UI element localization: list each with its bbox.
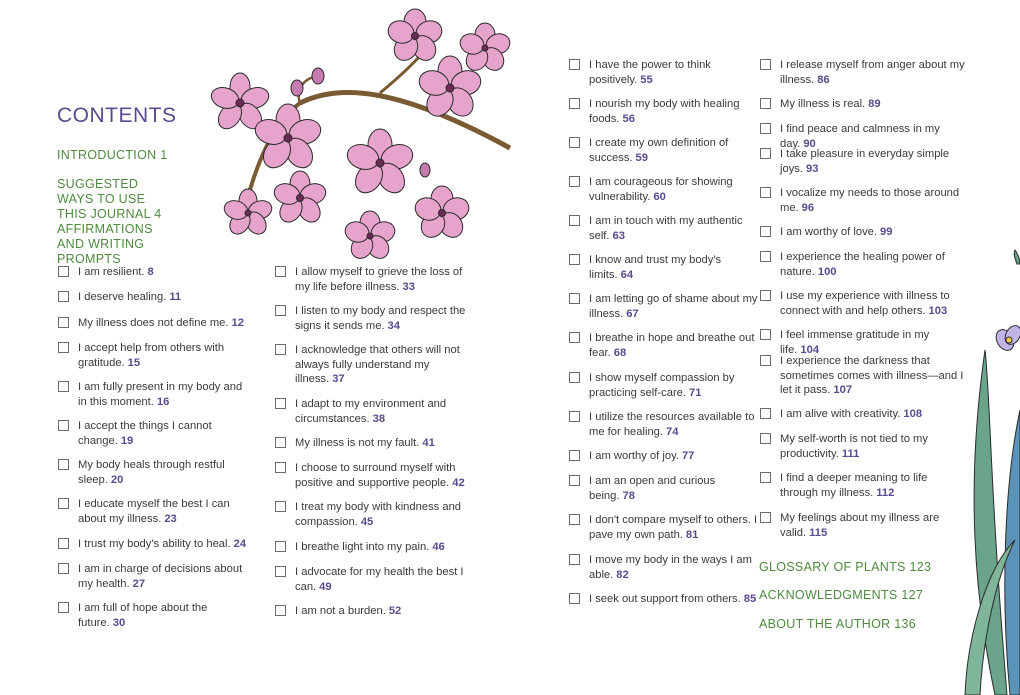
affirmation-text: I listen to my body and respect the signs it sends me. 34 [295, 305, 466, 332]
affirmation-entry[interactable] [569, 449, 764, 464]
affirmation-entry[interactable] [569, 175, 764, 204]
affirmation-entry[interactable] [58, 562, 253, 591]
checkbox[interactable] [760, 433, 771, 444]
affirmation-entry[interactable] [569, 474, 764, 503]
affirmation-entry[interactable] [760, 407, 965, 422]
section-about-author[interactable] [759, 617, 916, 631]
page-number: 90 [803, 137, 816, 150]
checkbox[interactable] [569, 254, 580, 265]
affirmation-entry[interactable] [569, 253, 764, 282]
checkbox[interactable] [58, 498, 69, 509]
page-number: 96 [801, 201, 815, 214]
affirmation-text: I release myself from anger about my illness. 86 [780, 59, 965, 86]
affirmation-entry[interactable] [760, 147, 965, 176]
page-number: 56 [622, 112, 635, 125]
checkbox[interactable] [569, 98, 580, 109]
checkbox[interactable] [58, 381, 69, 392]
checkbox[interactable] [58, 266, 69, 277]
affirmation-entry[interactable] [58, 601, 253, 630]
affirmation-text: I experience the darkness that sometimes comes with illness—and I let it pass. 107 [780, 355, 964, 396]
affirmation-text: I am an open and curious being. 78 [589, 475, 716, 502]
checkbox[interactable] [760, 59, 771, 70]
affirmation-entry[interactable] [569, 97, 764, 126]
checkbox[interactable] [275, 605, 286, 616]
page-number: 38 [372, 412, 386, 425]
affirmation-text: I utilize the resources available to me for healing. 74 [589, 411, 755, 438]
affirmation-text: My body heals through restful sleep. 20 [78, 459, 225, 486]
affirmation-entry[interactable] [275, 565, 470, 594]
affirmation-text: I am alive with creativity. 108 [780, 408, 923, 420]
section-page: 127 [901, 588, 924, 602]
page-number: 20 [110, 473, 124, 486]
section-page: 123 [909, 560, 932, 574]
page-number: 27 [132, 577, 146, 590]
page-number: 23 [164, 512, 177, 525]
page-number: 100 [817, 265, 837, 278]
page-number: 8 [147, 266, 154, 278]
checkbox[interactable] [275, 437, 286, 448]
affirmation-text: I am courageous for showing vulnerability. 60 [589, 176, 733, 203]
page-number: 60 [653, 190, 666, 203]
page-number: 85 [743, 593, 757, 605]
affirmation-entry[interactable] [58, 497, 253, 526]
affirmation-entry[interactable] [275, 304, 470, 333]
checkbox[interactable] [569, 475, 580, 486]
affirmation-text: I know and trust my body's limits. 64 [589, 254, 722, 281]
affirmation-entry[interactable] [760, 511, 965, 540]
section-page: 4 [154, 207, 162, 221]
checkbox[interactable] [569, 215, 580, 226]
checkbox[interactable] [58, 420, 69, 431]
checkbox[interactable] [569, 332, 580, 343]
affirmation-entry[interactable] [760, 225, 965, 240]
checkbox[interactable] [569, 514, 580, 525]
affirmation-text: I am full of hope about the future. 30 [78, 602, 208, 629]
affirmation-text: I don't compare myself to others. I pave my own path. 81 [589, 514, 758, 541]
page-number: 41 [422, 437, 435, 449]
section-glossary[interactable] [759, 560, 931, 574]
section-label: AFFIRMATIONS AND WRITING PROMPTS [57, 222, 153, 266]
page-number: 107 [833, 384, 853, 396]
page-number: 64 [620, 268, 634, 281]
checkbox[interactable] [58, 538, 69, 549]
affirmation-text: My illness is not my fault. 41 [295, 437, 435, 449]
page-number: 86 [817, 73, 830, 86]
affirmation-entry[interactable] [58, 419, 253, 448]
page-number: 74 [666, 425, 679, 438]
affirmation-text: I nourish my body with healing foods. 56 [589, 98, 740, 125]
section-page: 1 [160, 148, 168, 162]
page-number: 30 [112, 616, 126, 629]
page-number: 99 [880, 226, 893, 238]
page-number: 108 [903, 408, 923, 420]
affirmation-text: I educate myself the best I can about my illness. 23 [78, 498, 230, 525]
affirmation-entry[interactable] [760, 97, 965, 112]
section-label: GLOSSARY OF PLANTS [759, 560, 906, 574]
section-label: SUGGESTED WAYS TO USE THIS JOURNAL [57, 177, 151, 221]
page-number: 71 [689, 386, 702, 399]
checkbox[interactable] [760, 408, 771, 419]
page-number: 67 [626, 307, 639, 320]
affirmation-entry[interactable] [275, 265, 470, 294]
affirmation-text: I deserve healing. 11 [78, 291, 182, 303]
contents-title: CONTENTS [57, 104, 177, 127]
checkbox[interactable] [275, 266, 286, 277]
affirmation-entry[interactable] [275, 397, 470, 426]
section-label: INTRODUCTION [57, 148, 157, 162]
affirmation-text: I choose to surround myself with positive and supportive people. 42 [295, 462, 465, 489]
affirmation-entry[interactable] [760, 471, 965, 500]
checkbox[interactable] [569, 59, 580, 70]
section-introduction[interactable] [57, 148, 167, 163]
checkbox[interactable] [275, 398, 286, 409]
affirmation-entry[interactable] [275, 461, 470, 490]
affirmation-text: I show myself compassion by practicing self-care. 71 [589, 372, 735, 399]
checkbox[interactable] [569, 450, 580, 461]
checkbox[interactable] [760, 355, 771, 366]
affirmation-text: I seek out support from others. 85 [589, 593, 757, 605]
affirmation-text: I am fully present in my body and in this moment. 16 [78, 381, 243, 408]
affirmation-text: I experience the healing power of nature. 100 [780, 251, 945, 278]
affirmation-text: I accept the things I cannot change. 19 [78, 420, 212, 447]
checkbox[interactable] [569, 137, 580, 148]
checkbox[interactable] [58, 291, 69, 302]
affirmation-text: I vocalize my needs to those around me. 96 [780, 187, 960, 214]
checkbox[interactable] [569, 554, 580, 565]
affirmation-text: I am worthy of love. 99 [780, 226, 893, 238]
affirmation-entry[interactable] [569, 592, 764, 607]
checkbox[interactable] [275, 501, 286, 512]
page-number: 15 [127, 356, 141, 369]
section-suggested-ways[interactable] [57, 177, 177, 222]
affirmation-entry[interactable] [760, 289, 965, 318]
affirmation-entry[interactable] [760, 186, 965, 215]
page-number: 49 [319, 580, 332, 593]
affirmation-entry[interactable] [569, 331, 764, 360]
affirmation-entry[interactable] [569, 513, 764, 542]
affirmation-text: I am resilient. 8 [78, 266, 154, 278]
affirmation-entry[interactable] [569, 58, 764, 87]
affirmation-text: I treat my body with kindness and compassion. 45 [295, 501, 462, 528]
page-number: 52 [388, 605, 402, 617]
checkbox[interactable] [275, 462, 286, 473]
affirmation-text: I acknowledge that others will not always fully understand my illness. 37 [295, 344, 460, 385]
affirmation-text: My self-worth is not tied to my productivity. 111 [780, 433, 928, 460]
page-number: 46 [432, 541, 445, 553]
affirmation-text: I am letting go of shame about my illness. 67 [589, 293, 758, 320]
page-number: 63 [612, 229, 625, 242]
affirmation-text: I am worthy of joy. 77 [589, 450, 695, 462]
checkbox[interactable] [760, 123, 771, 134]
checkbox[interactable] [275, 541, 286, 552]
page-number: 89 [868, 98, 881, 110]
checkbox[interactable] [58, 602, 69, 613]
affirmation-text: My illness is real. 89 [780, 98, 881, 110]
page-number: 104 [800, 343, 820, 356]
page-number: 42 [452, 476, 465, 489]
affirmation-text: I trust my body's ability to heal. 24 [78, 538, 247, 550]
page-number: 12 [231, 317, 244, 329]
page-number: 82 [616, 568, 629, 581]
affirmation-entry[interactable] [569, 371, 764, 400]
affirmation-text: I find a deeper meaning to life through my illness. 112 [780, 472, 928, 499]
affirmation-entry[interactable] [760, 354, 965, 398]
affirmation-entry[interactable] [58, 380, 253, 409]
affirmation-entry[interactable] [569, 136, 764, 165]
affirmation-entry[interactable] [58, 265, 253, 280]
affirmation-text: I am not a burden. 52 [295, 605, 402, 617]
affirmation-entry[interactable] [569, 214, 764, 243]
affirmation-text: I have the power to think positively. 55 [589, 59, 711, 86]
affirmation-entry[interactable] [760, 58, 965, 87]
affirmation-text: I breathe in hope and breathe out fear. 68 [589, 332, 755, 359]
affirmation-entry[interactable] [569, 292, 764, 321]
affirmation-text: I am in charge of decisions about my health. 27 [78, 563, 243, 590]
page-number: 68 [613, 346, 627, 359]
checkbox[interactable] [569, 293, 580, 304]
page-number: 81 [685, 528, 699, 541]
affirmation-entry[interactable] [569, 410, 764, 439]
checkbox[interactable] [760, 472, 771, 483]
section-label: ACKNOWLEDGMENTS [759, 588, 898, 602]
affirmation-text: I feel immense gratitude in my life. 104 [780, 329, 930, 356]
page-number: 11 [169, 291, 182, 303]
checkbox[interactable] [58, 459, 69, 470]
affirmation-entry[interactable] [275, 500, 470, 529]
checkbox[interactable] [275, 566, 286, 577]
page-number: 45 [360, 515, 374, 528]
affirmation-text: I advocate for my health the best I can. 49 [295, 566, 464, 593]
checkbox[interactable] [760, 187, 771, 198]
affirmation-entry[interactable] [58, 316, 253, 331]
checkbox[interactable] [760, 226, 771, 237]
affirmation-entry[interactable] [58, 458, 253, 487]
affirmation-text: I breathe light into my pain. 46 [295, 541, 445, 553]
page-number: 37 [332, 373, 345, 385]
page-number: 115 [809, 526, 828, 539]
checkbox[interactable] [58, 317, 69, 328]
affirmation-entry[interactable] [58, 537, 253, 552]
checkbox[interactable] [760, 290, 771, 301]
checkbox[interactable] [760, 251, 771, 262]
page-number: 59 [635, 151, 648, 164]
affirmation-text: I find peace and calmness in my day. 90 [780, 123, 940, 150]
affirmation-entry[interactable] [275, 604, 470, 619]
page-number: 34 [387, 319, 400, 332]
page-number: 19 [120, 434, 134, 447]
affirmation-text: My feelings about my illness are valid. 115 [780, 512, 940, 539]
checkbox[interactable] [569, 593, 580, 604]
page-number: 33 [402, 280, 415, 293]
checkbox[interactable] [569, 372, 580, 383]
section-label: ABOUT THE AUTHOR [759, 617, 891, 631]
page-number: 16 [156, 395, 170, 408]
affirmation-text: I am in touch with my authentic self. 63 [589, 215, 743, 242]
affirmation-entry[interactable] [760, 328, 965, 357]
affirmation-text: My illness does not define me. 12 [78, 317, 244, 329]
checkbox[interactable] [275, 344, 286, 355]
affirmation-entry[interactable] [275, 436, 470, 451]
affirmation-entry[interactable] [569, 553, 764, 582]
affirmation-text: I adapt to my environment and circumstances. 38 [295, 398, 447, 425]
checkbox[interactable] [760, 148, 771, 159]
affirmation-text: I create my own definition of success. 59 [589, 137, 729, 164]
cherry-blossom-illustration [200, 8, 515, 263]
checkbox[interactable] [760, 98, 771, 109]
page-number: 24 [233, 538, 247, 550]
affirmation-text: I move my body in the ways I am able. 82 [589, 554, 752, 581]
affirmation-text: I accept help from others with gratitude. 15 [78, 342, 225, 369]
checkbox[interactable] [760, 512, 771, 523]
section-affirmations[interactable] [57, 222, 167, 267]
checkbox[interactable] [760, 329, 771, 340]
affirmation-text: I take pleasure in everyday simple joys. 93 [780, 148, 950, 175]
affirmation-entry[interactable] [58, 341, 253, 370]
affirmation-text: I use my experience with illness to connect with and help others. 103 [780, 290, 950, 317]
page-number: 111 [841, 447, 860, 460]
checkbox[interactable] [569, 411, 580, 422]
affirmation-entry[interactable] [58, 290, 253, 305]
checkbox[interactable] [569, 176, 580, 187]
affirmation-text: I allow myself to grieve the loss of my life before illness. 33 [295, 266, 463, 293]
page-number: 112 [876, 486, 895, 499]
section-acknowledgments[interactable] [759, 588, 923, 602]
page-number: 78 [622, 489, 635, 502]
page-number: 77 [681, 450, 695, 462]
checkbox[interactable] [58, 342, 69, 353]
affirmation-entry[interactable] [275, 540, 470, 555]
page-number: 55 [640, 73, 653, 86]
checkbox[interactable] [58, 563, 69, 574]
affirmation-entry[interactable] [275, 343, 470, 387]
page-number: 103 [928, 304, 948, 317]
section-page: 136 [894, 617, 916, 631]
affirmation-entry[interactable] [760, 250, 965, 279]
page-number: 93 [806, 162, 819, 175]
checkbox[interactable] [275, 305, 286, 316]
affirmation-entry[interactable] [760, 432, 965, 461]
